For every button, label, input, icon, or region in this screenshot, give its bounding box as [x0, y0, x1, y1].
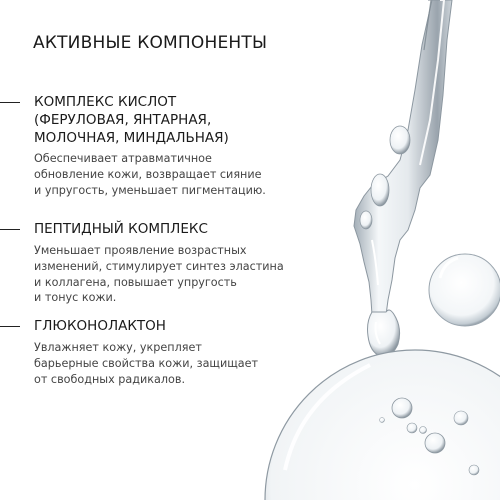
- component-gluconolactone-heading: ГЛЮКОНОЛАКТОН: [34, 318, 166, 334]
- component-peptides-heading: ПЕПТИДНЫЙ КОМПЛЕКС: [34, 221, 208, 237]
- component-acids-description: Обеспечивает атравматичное обновление кожи, возвращает сияние и упругость, уменьшает пигментацию.: [34, 152, 266, 197]
- bubble-illustration: [429, 254, 500, 326]
- pipette-illustration: [354, 0, 452, 315]
- serum-pool-illustration: [265, 350, 500, 500]
- section-rule: [0, 326, 20, 327]
- component-gluconolactone-description: Увлажняет кожу, укрепляет барьерные свойства кожи, защищает от свободных радикалов.: [34, 341, 259, 386]
- component-acids-heading: КОМПЛЕКС КИСЛОТ (ФЕРУЛОВАЯ, ЯНТАРНАЯ, МОЛОЧНАЯ, МИНДАЛЬНАЯ): [34, 94, 229, 146]
- component-peptides-description: Уменьшает проявление возрастных изменений, стимулирует синтез эластина и коллагена, повышает упругость и тонус кожи.: [34, 244, 284, 305]
- section-rule: [0, 229, 20, 230]
- section-rule: [0, 102, 20, 103]
- page-title: АКТИВНЫЕ КОМПОНЕНТЫ: [33, 33, 268, 53]
- serum-droplet-illustration: [368, 310, 400, 356]
